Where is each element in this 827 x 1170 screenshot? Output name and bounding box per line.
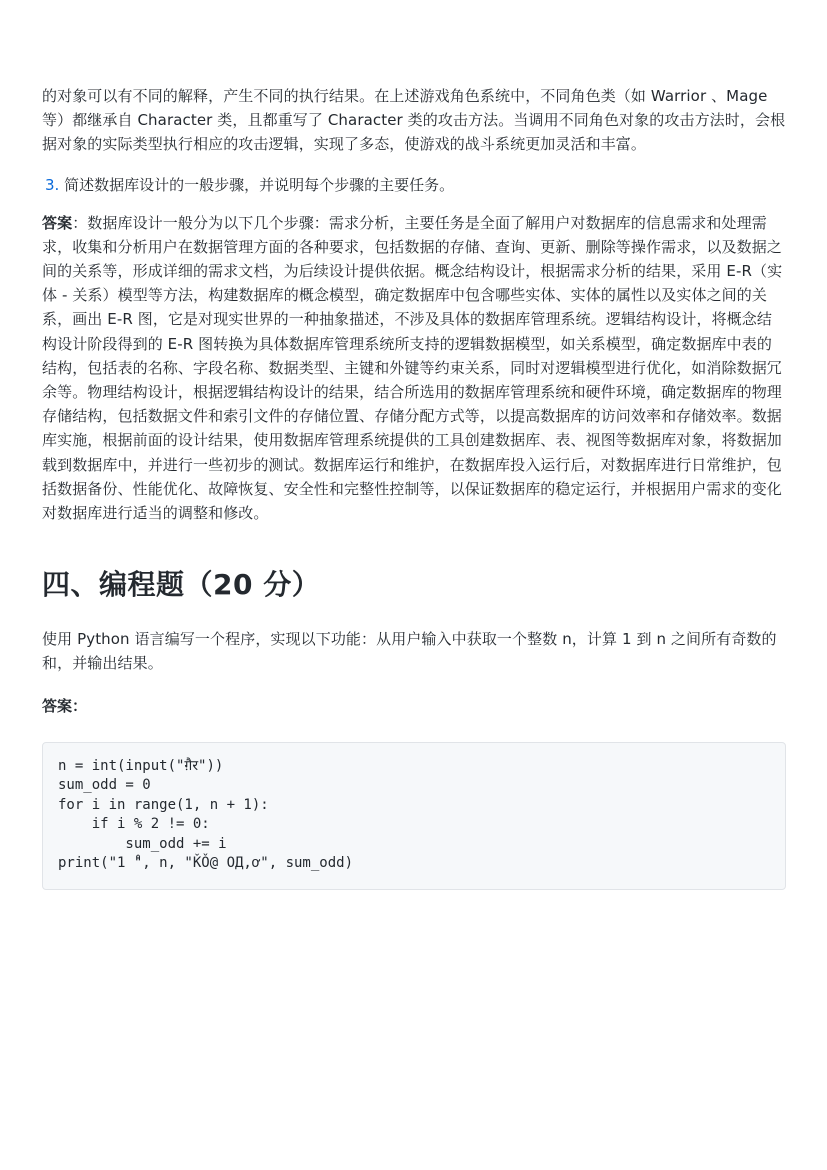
answer-text: ：数据库设计一般分为以下几个步骤：需求分析，主要任务是全面了解用户对数据库的信息需求和处理需求，收集和分析用户在数据管理方面的各种要求，包括数据的存储、查询、更新、删除等操作需求，以及数据之间的关系等，形成详细的需求文档，为后续设计提供依据。概念结构设计，根据需求分析的结果，采用 E-R（实体 - 关系）模型等方法，构建数据库的概念模型，确定数据库中包含哪些实体、实体的属性以及实体之间的关系，画出 E-R 图，它是对现实世界的一种抽象描述，不涉及具体的数据库管理系统。逻辑结构设计，将概念结构设计阶段得到的 E-R 图转换为具体数据库管理系统所支持的逻辑数据模型，如关系模型，确定数据库中表的结构，包括表的名称、字段名称、数据类型、主键和外键等约束关系，同时对逻辑模型进行优化，如消除数据冗余等。物理结构设计，根据逻辑结构设计的结果，结合所选用的数据库管理系统和硬件环境，确定数据库的物理存储结构，包括数据文件和索引文件的存储位置、存储分配方式等，以提高数据库的访问效率和存储效率。数据库实施，根据前面的设计结果，使用数据库管理系统提供的工具创建数据库、表、视图等数据库对象，将数据加载到数据库中，并进行一些初步的测试。数据库运行和维护，在数据库投入运行后，对数据库进行日常维护，包括数据备份、性能优化、故障恢复、安全性和完整性控制等，以保证数据库的稳定运行，并根据用户需求的变化对数据库进行适当的调整和修改。 xyxy=(42,213,783,523)
question-text: 简述数据库设计的一般步骤，并说明每个步骤的主要任务。 xyxy=(64,175,455,194)
answer-label: 答案 xyxy=(42,213,73,232)
code-line: print("1 ̊", n, "ǨǑ@ ОД,ơ", sum_odd) xyxy=(58,855,354,872)
document-page xyxy=(42,84,786,890)
section-heading: 四、编程题（20 分） xyxy=(42,568,321,602)
answer-colon: ： xyxy=(72,696,88,715)
question-3 xyxy=(42,173,786,197)
code-block xyxy=(42,742,786,890)
answer-3-paragraph xyxy=(42,211,786,526)
code-line: n = int(input("ग़ैर")) xyxy=(58,757,224,774)
continuation-paragraph: 的对象可以有不同的解释，产生不同的执行结果。在上述游戏角色系统中，不同角色类（如 Warrior 、Mage 等）都继承自 Character 类，且都重写了 Character 类的攻击方法。当调用不同角色对象的攻击方法时，会根据对象的实际类型执行相应的攻击逻辑，实现了多态，使游戏的战斗系统更加灵活和丰富。 xyxy=(42,87,786,154)
answer-label-bold: 答案 xyxy=(42,696,73,715)
code-line: if i % 2 != 0: xyxy=(58,816,210,833)
question-number: 3. xyxy=(45,175,60,194)
code-line: sum_odd += i xyxy=(58,835,227,852)
programming-task: 使用 Python 语言编写一个程序，实现以下功能：从用户输入中获取一个整数 n，计算 1 到 n 之间所有奇数的和，并输出结果。 xyxy=(42,630,777,673)
code-line: for i in range(1, n + 1): xyxy=(58,796,269,813)
programming-answer-label xyxy=(42,694,786,718)
code-line: sum_odd = 0 xyxy=(58,777,151,794)
